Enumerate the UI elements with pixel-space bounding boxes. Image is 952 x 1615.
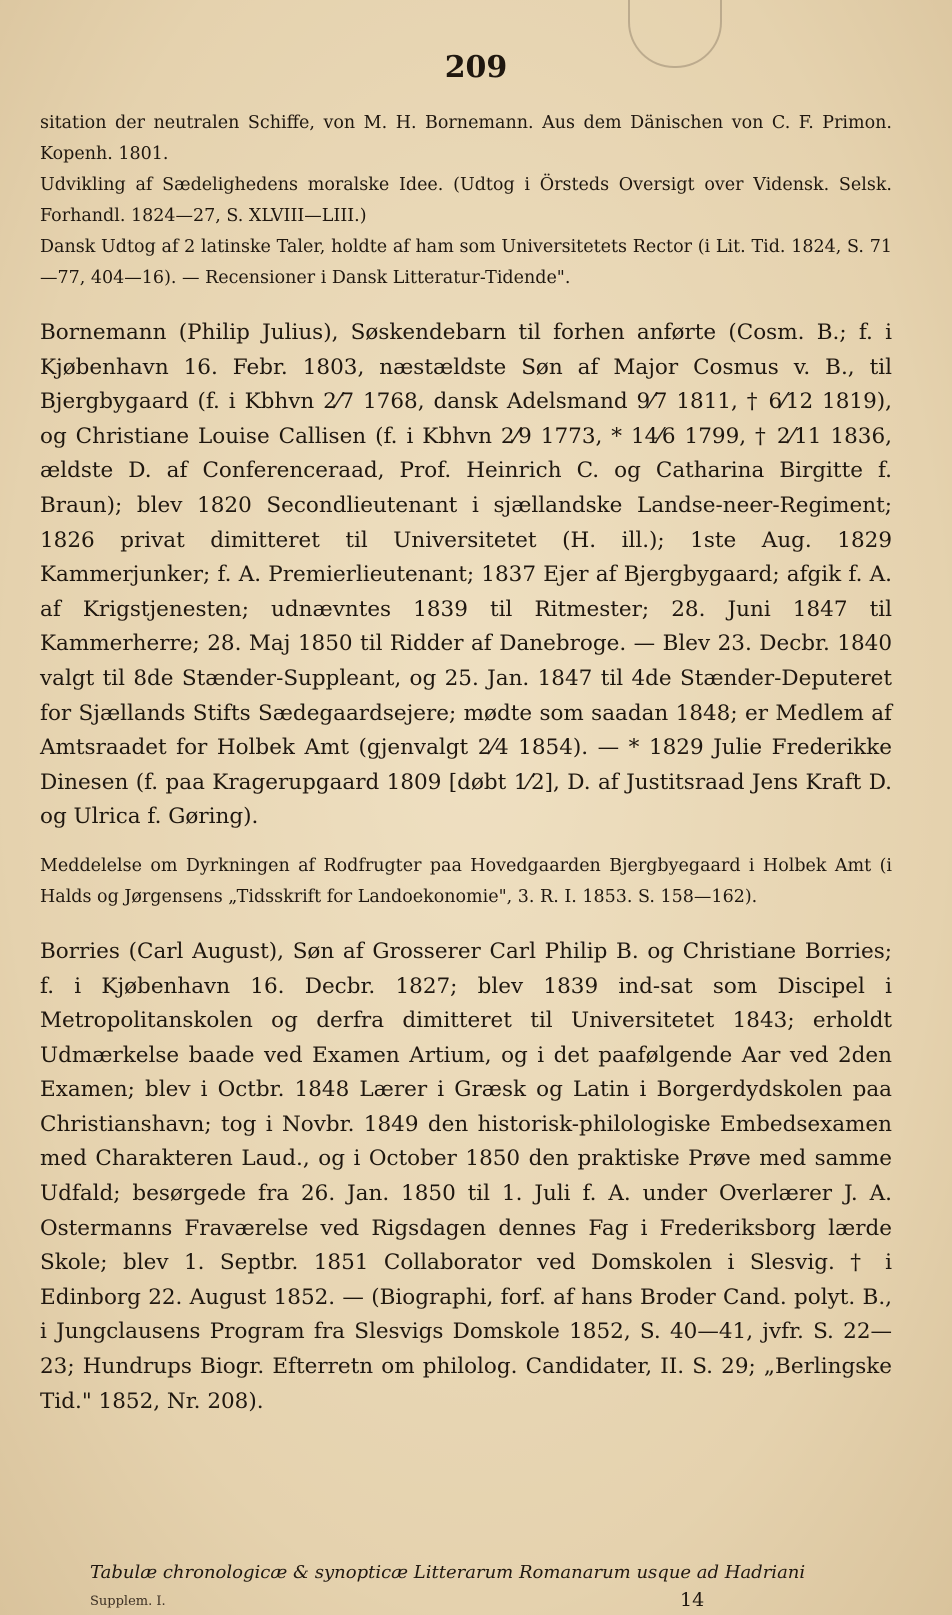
paragraph-work-dansk-udtog: Dansk Udtog af 2 latinske Taler, holdte af ham som Universitetets Rector (i Lit. Tid. 1824, S. 71—77, 404—16). — Recensioner i Dansk Litteratur-Tidende". <box>40 237 892 288</box>
body-text <box>40 108 892 1419</box>
page-number: 209 <box>444 50 508 85</box>
entry-bornemann: Bornemann (Philip Julius), Søskendebarn til forhen anførte (Cosm. B.; f. i Kjøbenhavn 16. Febr. 1803, næstældste Søn af Major Cosmus v. B., til Bjergbygaard (f. i Kbhvn 2⁄7 1768, dansk Adelsmand 9⁄7 1811, † 6⁄12 1819), og Christiane Louise Callisen (f. i Kbhvn 2⁄9 1773, * 14⁄6 1799, † 2⁄11 1836, ældste D. af Conferenceraad, Prof. Heinrich C. og Catharina Birgitte f. Braun); blev 1820 Secondlieutenant i sjællandske Landse-neer-Regiment; 1826 privat dimitteret til Universitetet (H. ill.); 1ste Aug. 1829 Kammerjunker; f. A. Premierlieutenant; 1837 Ejer af Bjergbygaard; afgik f. A. af Krigstjenesten; udnævntes 1839 til Ritmester; 28. Juni 1847 til Kammerherre; 28. Maj 1850 til Ridder af Danebroge. — Blev 23. Decbr. 1840 valgt til 8de Stænder-Suppleant, og 25. Jan. 1847 til 4de Stænder-Deputeret for Sjællands Stifts Sædegaardsejere; mødte som saadan 1848; er Medlem af Amtsraadet for Holbek Amt (gjenvalgt 2⁄4 1854). — * 1829 Julie Frederikke Dinesen (f. paa Kragerupgaard 1809 [døbt 1⁄2], D. af Justitsraad Jens Kraft D. og Ulrica f. Gøring). <box>40 320 892 830</box>
paragraph-work-udvikling: Udvikling af Sædelighedens moralske Idee. (Udtog i Örsteds Oversigt over Vidensk. Selsk. Forhandl. 1824—27, S. XLVIII—LIII.) <box>40 175 892 226</box>
signature-left: Supplem. I. <box>90 1594 166 1609</box>
paragraph-work-meddelelse: Meddelelse om Dyrkningen af Rodfrugter paa Hovedgaarden Bjergbyegaard i Holbek Amt (i Halds og Jørgensens „Tidsskrift for Landoekonomie", 3. R. I. 1853. S. 158—162). <box>40 855 892 907</box>
signature-title: Tabulæ chronologicæ & synopticæ Litterarum Romanarum usque ad Hadriani <box>90 1562 806 1583</box>
paragraph-continuation: sitation der neutralen Schiffe, von M. H. Bornemann. Aus dem Dänischen von C. F. Primon. Kopenh. 1801. <box>40 113 892 164</box>
entry-borries: Borries (Carl August), Søn af Grosserer Carl Philip B. og Christiane Borries; f. i Kjøbenhavn 16. Decbr. 1827; blev 1839 ind-sat som Discipel i Metropolitanskolen og derfra dimitteret til Universitetet 1843; erholdt Udmærkelse baade ved Examen Artium, og i det paafølgende Aar ved 2den Examen; blev i Octbr. 1848 Lærer i Græsk og Latin i Borgerdydskolen paa Christianshavn; tog i Novbr. 1849 den historisk-philologiske Embedsexamen med Charakteren Laud., og i October 1850 den praktiske Prøve med samme Udfald; besørgede fra 26. Jan. 1850 til 1. Juli f. A. under Overlærer J. A. Ostermanns Fraværelse ved Rigsdagen dennes Fag i Frederiksborg lærde Skole; blev 1. Septbr. 1851 Collaborator ved Domskolen i Slesvig. † i Edinborg 22. August 1852. — (Biographi, forf. af hans Broder Cand. polyt. B., i Jungclausens Program fra Slesvigs Domskole 1852, S. 40—41, jvfr. S. 22—23; Hundrups Biogr. Efterretn om philolog. Candidater, II. S. 29; „Berlingske Tid." 1852, Nr. 208). <box>40 938 892 1414</box>
signature-number: 14 <box>680 1589 705 1611</box>
